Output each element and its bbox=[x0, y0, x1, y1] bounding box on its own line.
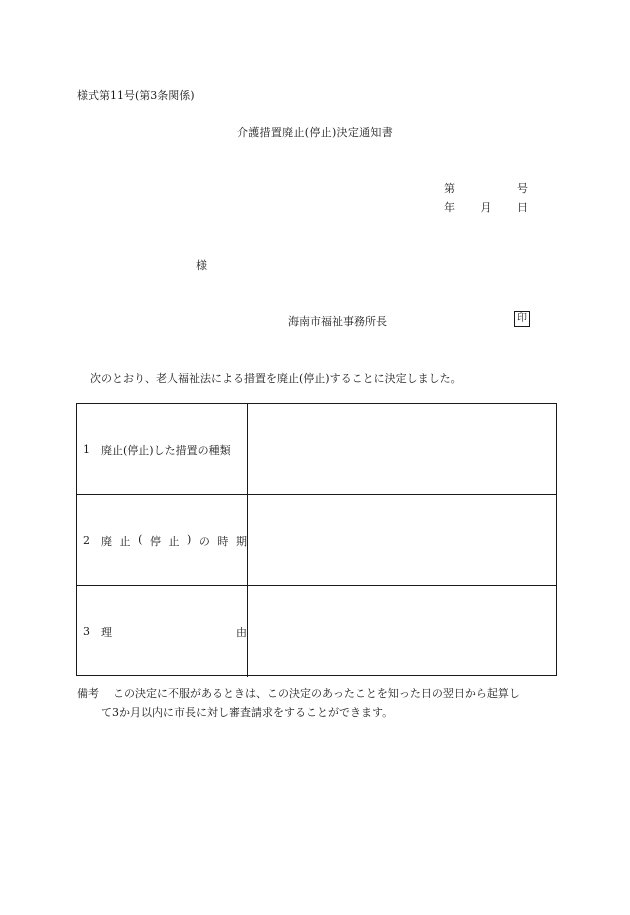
label-char: ) bbox=[187, 532, 192, 546]
seal-mark: 印 bbox=[514, 311, 530, 327]
body-text: 次のとおり、老人福祉法による措置を廃止(停止)することに決定しました。 bbox=[90, 372, 462, 385]
label-char: ( bbox=[138, 532, 143, 546]
row-label-cell bbox=[77, 586, 248, 677]
addressee-honorific: 様 bbox=[196, 259, 207, 272]
row-label: 廃止(停止)した措置の種類 bbox=[101, 443, 231, 457]
table-row bbox=[77, 494, 556, 586]
doc-number-suffix: 号 bbox=[517, 182, 528, 195]
row-label bbox=[101, 624, 247, 640]
row-value-cell bbox=[248, 495, 556, 586]
document-title: 介護措置廃止(停止)決定通知書 bbox=[236, 126, 394, 139]
date-year: 年 bbox=[444, 201, 455, 214]
doc-number-prefix: 第 bbox=[444, 182, 455, 195]
label-char: の bbox=[198, 534, 210, 548]
label-char: 時 bbox=[217, 534, 229, 548]
table-row bbox=[77, 404, 556, 495]
row-value-cell bbox=[248, 404, 556, 495]
label-char: 停 bbox=[149, 534, 161, 548]
document-number bbox=[444, 180, 528, 199]
document-date bbox=[444, 199, 528, 215]
row-label-cell bbox=[77, 495, 248, 586]
row-number: 3 bbox=[83, 625, 90, 638]
note-text-1: この決定に不服があるときは、この決定のあったことを知った日の翌日から起算し bbox=[113, 687, 520, 700]
label-char: 期 bbox=[235, 534, 247, 548]
note-line-2: て3か月以内に市長に対し審査請求をすることができます。 bbox=[101, 706, 394, 719]
label-char: 止 bbox=[119, 534, 131, 548]
decision-table bbox=[76, 403, 557, 676]
row-value-cell bbox=[248, 586, 556, 677]
issuer-name: 海南市福祉事務所長 bbox=[288, 315, 387, 328]
form-number: 様式第11号(第3条関係) bbox=[77, 89, 195, 102]
row-label-cell bbox=[77, 404, 248, 495]
label-char: 由 bbox=[236, 625, 247, 639]
label-char: 止 bbox=[168, 534, 180, 548]
date-month: 月 bbox=[480, 201, 492, 214]
note-line-1 bbox=[77, 685, 520, 701]
row-number: 2 bbox=[83, 534, 90, 547]
row-label bbox=[101, 533, 247, 549]
note-label: 備考 bbox=[77, 687, 99, 700]
label-char: 理 bbox=[101, 625, 112, 639]
date-day: 日 bbox=[517, 201, 528, 214]
row-number: 1 bbox=[83, 443, 90, 456]
label-char: 廃 bbox=[101, 534, 112, 548]
table-row bbox=[77, 585, 556, 677]
